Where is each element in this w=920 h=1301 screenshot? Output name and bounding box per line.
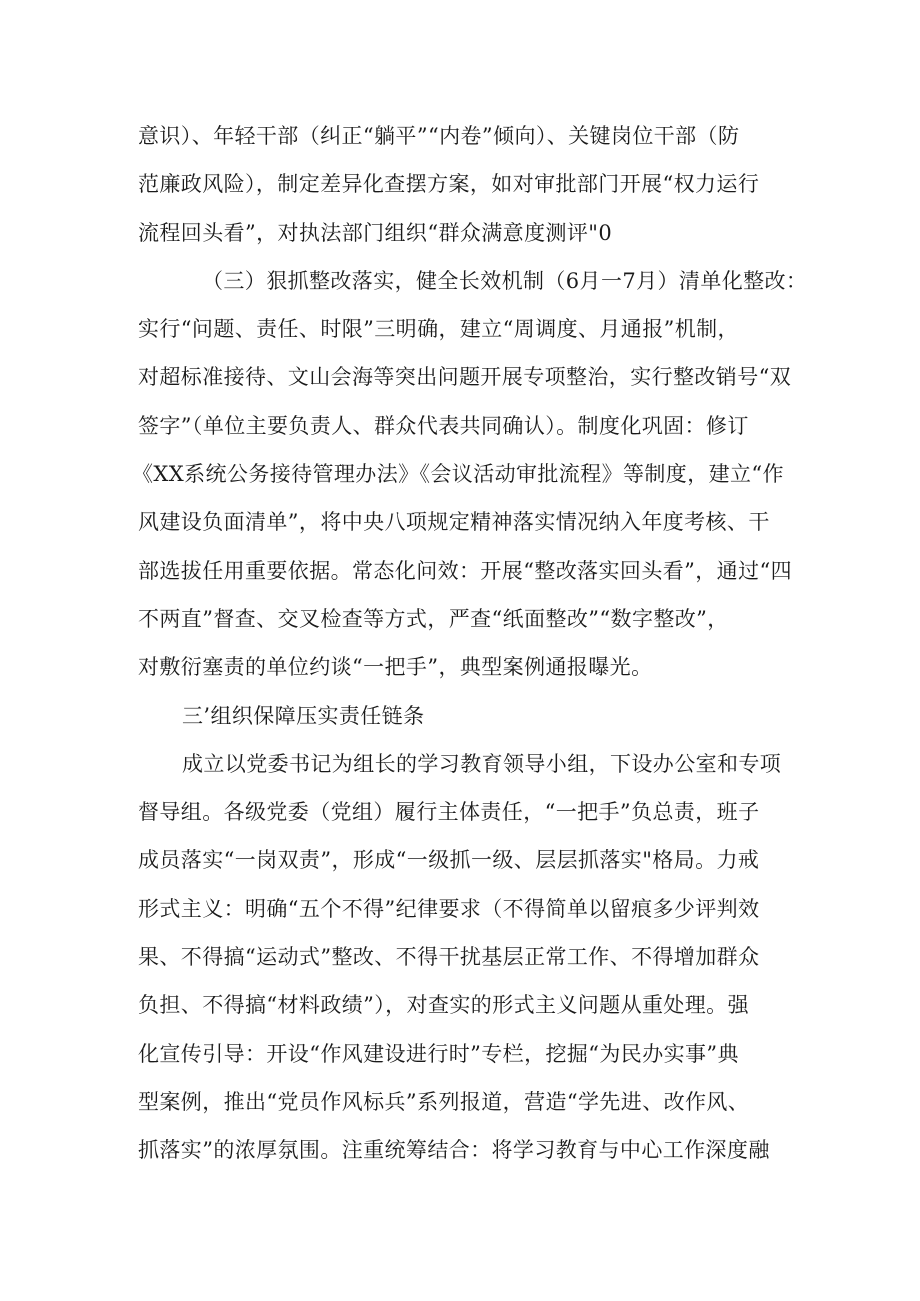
text-line: 果、不得搞“运动式”整改、不得干扰基层正常工作、不得增加群众	[138, 945, 760, 970]
text-line: 部选拔任用重要依据。常态化问效：开展“整改落实回头看”，通过“四	[138, 558, 793, 583]
text-line: 范廉政风险），制定差异化查摆方案，如对审批部门开展“权力运行	[138, 172, 760, 197]
text-line: 流程回头看”，对执法部门组织“群众满意度测评"0	[138, 220, 613, 245]
text-line: 实行“问题、责任、时限”三明确，建立“周调度、月通报”机制，	[138, 317, 739, 342]
text-line: 型案例，推出“党员作风标兵”系列报道，营造“学先进、改作风、	[138, 1089, 750, 1114]
text-line: 对敷衍塞责的单位约谈“一把手”，典型案例通报曝光。	[138, 655, 653, 680]
text-line: 成员落实“一岗双责”，形成“一级抓一级、层层抓落实"格局。力戒	[138, 848, 760, 873]
text-line: 对超标准接待、文山会海等突出问题开展专项整治，实行整改销号“双	[138, 365, 792, 390]
text-line: 形式主义：明确“五个不得”纪律要求（不得简单以留痕多少评判效	[138, 896, 760, 921]
document-body	[132, 112, 808, 1175]
text-line: 《XX系统公务接待管理办法》《会议活动审批流程》等制度，建立“作	[132, 462, 784, 487]
text-line: 不两直”督查、交叉检查等方式，严查“纸面整改”“数字整改”，	[138, 606, 729, 631]
text-line: 签字”（单位主要负责人、群众代表共同确认）。制度化巩固：修订	[138, 413, 749, 438]
section-heading-organization: 三’组织保障压实责任链条	[182, 703, 425, 728]
paragraph-start: 成立以党委书记为组长的学习教育领导小组，下设办公室和专项	[182, 751, 782, 776]
text-line: 化宣传引导：开设“作风建设进行时”专栏，挖掘“为民办实事”典	[138, 1041, 739, 1066]
text-line: 抓落实”的浓厚氛围。注重统筹结合：将学习教育与中心工作深度融	[138, 1138, 770, 1163]
text-line: 负担、不得搞“材料政绩”），对查实的形式主义问题从重处理。强	[138, 993, 749, 1018]
text-line: 风建设负面清单”，将中央八项规定精神落实情况纳入年度考核、干	[138, 510, 770, 535]
text-line: 意识）、年轻干部（纠正“躺平”“内卷”倾向）、关键岗位干部（防	[138, 124, 740, 148]
text-line: 督导组。各级党委（党组）履行主体责任，“一把手”负总责，班子	[138, 800, 760, 825]
section-heading-3: （三）狠抓整改落实，健全长效机制（6月一7月）清单化整改：	[202, 268, 808, 293]
